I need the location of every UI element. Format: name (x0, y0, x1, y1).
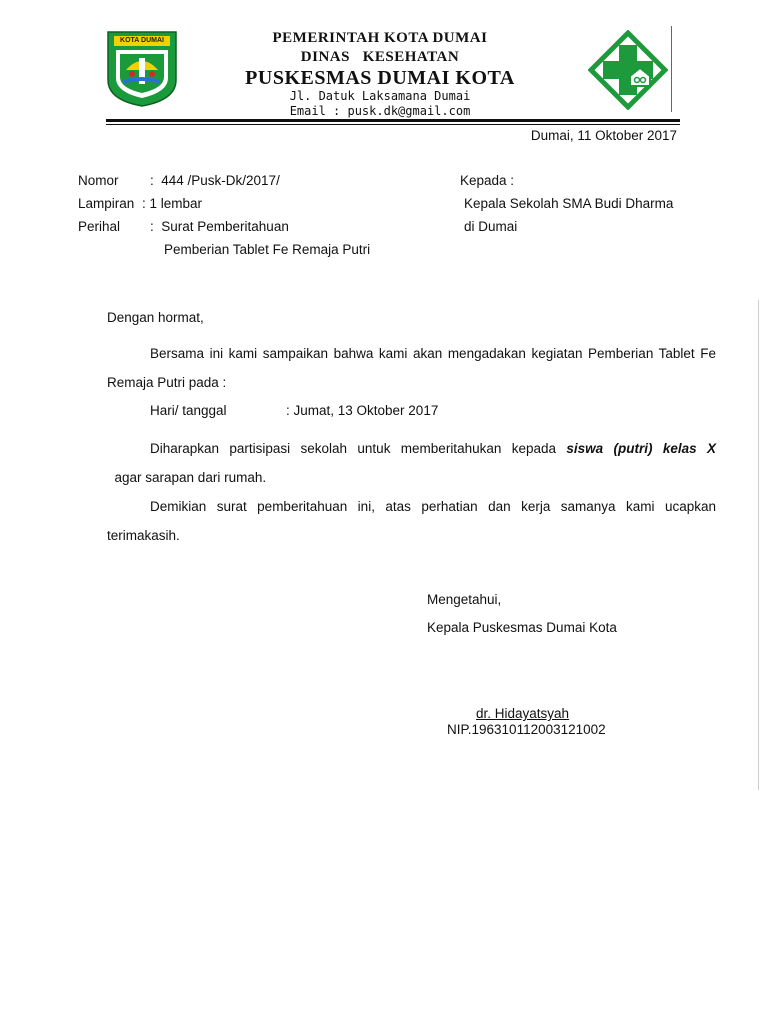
nomor-value: : 444 /Pusk-Dk/2017/ (150, 173, 280, 188)
perihal-value-2: Pemberian Tablet Fe Remaja Putri (164, 242, 371, 257)
margin-rule (758, 300, 759, 790)
kota-dumai-logo (104, 30, 180, 108)
paragraph-4-text: Demikian surat pemberitahuan ini, atas perhatian dan kerja samanya kami ucapkan terimakasih. (107, 499, 716, 543)
header-rule-thick (106, 119, 680, 122)
greeting: Dengan hormat, (107, 310, 204, 325)
paragraph-3-text: Diharapkan partisipasi sekolah untuk memberitahukan kepada (150, 441, 567, 456)
paragraph-3 (107, 434, 716, 492)
puskesmas-cross-logo (588, 30, 668, 110)
header-side-rule (671, 26, 672, 112)
paragraph-1-text: Bersama ini kami sampaikan bahwa kami akan mengadakan kegiatan Pemberian Tablet Fe Remaja Putri pada : (107, 346, 716, 390)
signature-nip: NIP.196310112003121002 (447, 722, 606, 737)
hari-value: : Jumat, 13 Oktober 2017 (286, 403, 439, 418)
lampiran-value: : 1 lembar (142, 196, 203, 211)
paragraph-1 (107, 339, 716, 397)
header-line-1: PEMERINTAH KOTA DUMAI (272, 30, 488, 46)
header-rule-thin (106, 124, 680, 125)
perihal-label: Perihal (78, 219, 121, 234)
letter-date: Dumai, 11 Oktober 2017 (530, 128, 677, 143)
recipient-line-2: di Dumai (464, 219, 518, 234)
signature-name: dr. Hidayatsyah (476, 706, 570, 721)
hari-label: Hari/ tanggal (150, 403, 227, 418)
recipient-line-1: Kepala Sekolah SMA Budi Dharma (464, 196, 674, 211)
header-email: Email : pusk.dk@gmail.com (289, 104, 471, 118)
header-title: PUSKESMAS DUMAI KOTA (245, 67, 515, 89)
perihal-value: : Surat Pemberitahuan (150, 219, 289, 234)
signature-line-1: Mengetahui, (427, 592, 502, 607)
paragraph-3-emphasis: siswa (putri) kelas X (566, 441, 716, 456)
paragraph-4 (107, 492, 716, 550)
signature-line-2: Kepala Puskesmas Dumai Kota (427, 620, 617, 635)
logo-label: KOTA DUMAI (120, 37, 164, 44)
header-line-2: DINAS KESEHATAN (300, 49, 460, 65)
nomor-label: Nomor (78, 173, 119, 188)
lampiran-label: Lampiran (78, 196, 135, 211)
paragraph-3-tail: agar sarapan dari rumah. (107, 470, 267, 485)
recipient-label: Kepada : (460, 173, 515, 188)
header-address: Jl. Datuk Laksamana Dumai (289, 89, 471, 103)
